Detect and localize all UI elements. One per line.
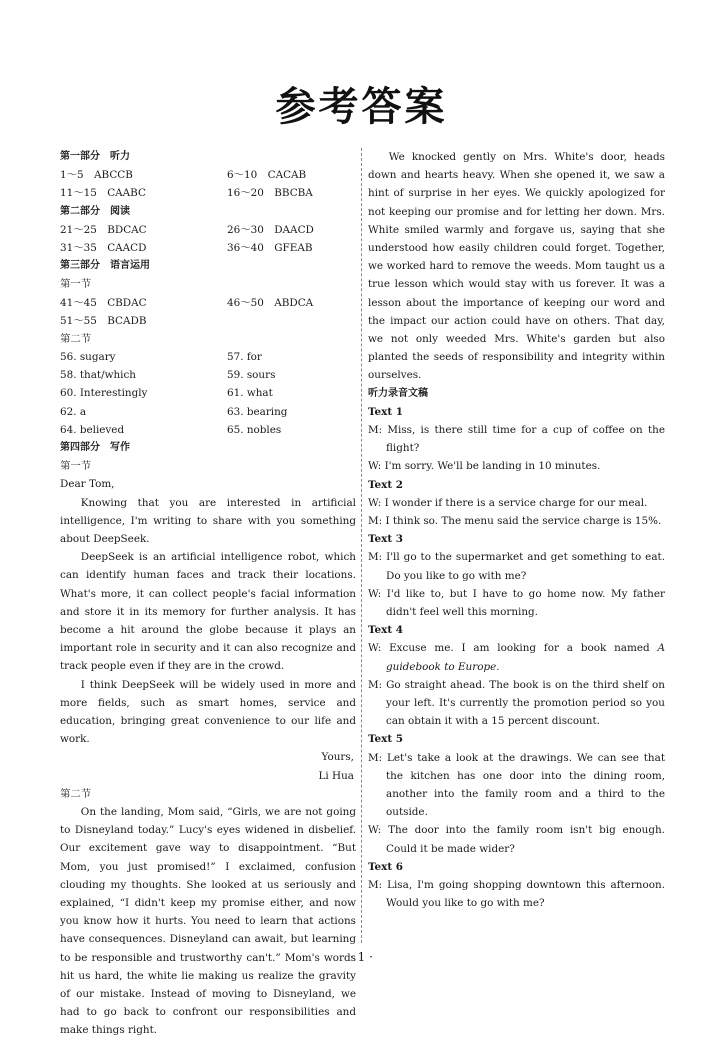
- dialogue-line: [368, 639, 665, 675]
- story-paragraph: We knocked gently on Mrs. White's door, heads down and hearts heavy. When she opened it, we saw a hint of surprise in her eyes. We quickly apologized for not keeping our promise and for letting her down. Mrs. White smiled warmly and forgave us, saying that she understood how easily children could forget. Together, we worked hard to remove the weeds. Mom taught us a true lesson which would stay with us forever. It was a lesson about the importance of keeping our word and the impact our action could have on others. That day, we not only weeded Mrs. White's garden but also planted the seeds of responsibility and integrity within ourselves.: [368, 151, 665, 382]
- answer-cell: 51～55 BCADB: [60, 314, 147, 327]
- dialogue-text: W: Excuse me. I am looking for a book named: [368, 642, 650, 655]
- answer-cell: [227, 312, 356, 330]
- answer-cell: 62. a: [60, 405, 87, 418]
- letter-signature: Li Hua: [318, 769, 354, 782]
- answer-cell: 64. believed: [60, 423, 125, 436]
- answer-row: [60, 294, 356, 312]
- text-label: Text 1: [368, 405, 403, 418]
- answer-row: [60, 366, 356, 384]
- answer-row: [60, 348, 356, 366]
- answer-cell: 59. sours: [227, 369, 276, 382]
- section-label: 第一节: [60, 460, 92, 473]
- answer-cell: 16～20 BBCBA: [227, 187, 313, 200]
- letter-paragraph: Knowing that you are interested in artificial intelligence, I'm writing to share with you something about DeepSeek.: [60, 496, 356, 545]
- answer-cell: 57. for: [227, 351, 262, 364]
- answer-row: [60, 384, 356, 402]
- right-column: [368, 148, 665, 912]
- dialogue-line: M: Lisa, I'm going shopping downtown this afternoon. Would you like to go with me?: [368, 879, 665, 910]
- letter-paragraph: DeepSeek is an artificial intelligence robot, which can identify human faces and track their locations. What's more, it can collect people's facial information and store it in its memory for further analysis. It has become a hit around the globe because it plays an important role in security and it can also recognize and track people even if they are in the crowd.: [60, 551, 356, 673]
- answer-cell: 21～25 BDCAC: [60, 223, 147, 236]
- answer-cell: 36～40 GFEAB: [227, 241, 313, 254]
- answer-cell: 1～5 ABCCB: [60, 169, 133, 182]
- answer-cell: 26～30 DAACD: [227, 223, 314, 236]
- letter-greeting: Dear Tom,: [60, 478, 115, 491]
- text-label: Text 2: [368, 478, 403, 491]
- answer-row: [60, 312, 356, 330]
- answer-cell: 46～50 ABDCA: [227, 296, 314, 309]
- page-title: 参考答案: [275, 84, 448, 130]
- answer-row: [60, 184, 356, 202]
- text-label: Text 5: [368, 733, 403, 746]
- answer-cell: 41～45 CBDAC: [60, 296, 147, 309]
- part1-heading: 第一部分 听力: [60, 151, 130, 162]
- dialogue-line: M: Let's take a look at the drawings. We can see that the kitchen has one door into the dining room, another into the family room and a third to the outside.: [368, 751, 665, 819]
- answer-cell: 58. that/which: [60, 369, 136, 382]
- left-column: [60, 148, 356, 1040]
- dialogue-line: M: Miss, is there still time for a cup of coffee on the flight?: [368, 424, 665, 455]
- answer-row: [60, 421, 356, 439]
- part3-heading: 第三部分 语言运用: [60, 260, 150, 272]
- letter-paragraph: I think DeepSeek will be widely used in more and more fields, such as smart homes, service and education, bringing great convenience to our life and work.: [60, 678, 356, 746]
- page-number: · 1 ·: [350, 950, 373, 964]
- transcript-heading: 听力录音文稿: [368, 387, 428, 399]
- text-label: Text 6: [368, 860, 403, 873]
- dialogue-line: W: I'd like to, but I have to go home now. My father didn't feel well this morning.: [368, 587, 665, 619]
- letter-closing: Yours,: [321, 751, 354, 764]
- dialogue-text: .: [496, 660, 500, 673]
- answer-cell: 61. what: [227, 387, 273, 400]
- dialogue-line: W: I'm sorry. We'll be landing in 10 minutes.: [368, 460, 601, 473]
- dialogue-line: W: The door into the family room isn't big enough. Could it be made wider?: [368, 824, 665, 855]
- dialogue-line: M: Go straight ahead. The book is on the third shelf on your left. It's currently the promotion period so you can obtain it with a 15 percent discount.: [368, 678, 665, 728]
- answer-cell: 11～15 CAABC: [60, 187, 146, 200]
- answer-row: [60, 239, 356, 257]
- answer-cell: 56. sugary: [60, 351, 116, 364]
- book-title: A guidebook to Europe: [386, 642, 665, 673]
- answer-row: [60, 403, 356, 421]
- section-label: 第二节: [60, 787, 92, 800]
- dialogue-line: M: I think so. The menu said the service charge is 15%.: [368, 515, 662, 528]
- story-paragraph: On the landing, Mom said, “Girls, we are not going to Disneyland today.” Lucy's eyes widened in disbelief. Our excitement gave way to disappointment. “But Mom, you just promised!” I exclaimed, confusion clouding my thoughts. She looked at us seriously and explained, “I didn't keep my promise either, and now you know how it hurts. You need to learn that actions have consequences. Disneyland can await, but learning to be responsible and trustworthy can't.” Mom's words hit us hard, the white lie making us realize the gravity of our mistake. Instead of moving to Disneyland, we had to go back to confront our responsibilities and make things right.: [60, 805, 356, 1037]
- answer-cell: 6～10 CACAB: [227, 169, 307, 182]
- dialogue-line: W: I wonder if there is a service charge for our meal.: [368, 496, 648, 509]
- dialogue-line: M: I'll go to the supermarket and get something to eat. Do you like to go with me?: [368, 551, 665, 582]
- answer-cell: 31～35 CAACD: [60, 241, 147, 254]
- section-label: 第二节: [60, 332, 92, 345]
- text-label: Text 4: [368, 624, 403, 637]
- answer-row: [60, 166, 356, 184]
- answer-row: [60, 221, 356, 239]
- part2-heading: 第二部分 阅读: [60, 205, 130, 217]
- text-label: Text 3: [368, 533, 403, 546]
- column-divider: [361, 148, 362, 943]
- part4-heading: 第四部分 写作: [60, 442, 130, 453]
- answer-cell: 63. bearing: [227, 405, 288, 418]
- answer-cell: 65. nobles: [227, 423, 282, 436]
- section-label: 第一节: [60, 278, 92, 291]
- answer-cell: 60. Interestingly: [60, 387, 148, 400]
